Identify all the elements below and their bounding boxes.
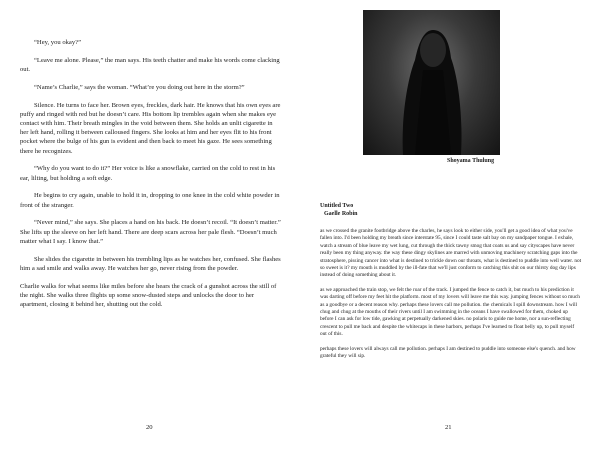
portrait-figure-image — [363, 10, 500, 155]
poem-stanza: perhaps these lovers will always call me pollution. perhaps I am destined to puddle into someone else's quench. and how grateful they will sip. — [320, 345, 576, 360]
story-paragraph: Silence. He turns to face her. Brown eyes, freckles, dark hair. He knows that his own eyes are puffy and ringed with red but he doesn’t care. His bottom lip trembles again when she makes eye contact with him. Their breath mingles in the void between them. She holds an unlit cigarette in her left hand, rolling it between calloused fingers. She looks at him and her eyes flit to his front pocket where the bulge of his gun is evident and then back to meet his gaze. He sees something there he recognizes. — [20, 101, 281, 155]
portrait-photo — [363, 10, 500, 155]
story-paragraph: “Hey, you okay?” — [34, 39, 81, 46]
story-paragraph: Charlie walks for what seems like miles before she hears the crack of a gunshot across the still of the night. She walks three flights up some snow-dusted steps and unlocks the door to her apartment, closing it behind her, shutting out the cold. — [20, 282, 277, 309]
right-page — [300, 0, 600, 450]
poem-title: Untitled Two — [320, 203, 354, 209]
photo-caption: Shoyama Thulung — [447, 158, 495, 164]
page-number-right: 21 — [445, 424, 452, 431]
poem-text — [320, 228, 582, 368]
poem-stanza: as we crossed the granite footbridge above the charles, he says look to either side, you'll get a good idea of what you've fallen into. I'd been holding my breath since interstate 95, since I could taste salt bay on my sandpaper tongue. I exhale, watch a stream of blue leave my wet lung, cut through the thick tawny smog that coats us and say cityscapes have never really been my thing anyway. the way these dingy skylines are marred with unmoving machinery scratching gaps into the stratosphere, pissing cancer into what is destined to trickle down our throats, what is destined to puddle into well water. not so sweet is it? my mouth is muddled by the ill-fate that we'll just conform to catching this shit on our thirsty dog day lips instead of doing something about it. — [320, 228, 582, 279]
story-paragraph: “Name’s Charlie,” says the woman. “What’re you doing out here in the storm?” — [34, 83, 245, 91]
poem-author: Gaelle Robin — [324, 211, 358, 217]
page-number-left: 20 — [146, 424, 153, 431]
story-text — [20, 38, 282, 318]
poem-stanza: as we approached the train stop, we felt the roar of the track. I jumped the fence to catch it, but much to his prediction it was darting off before my feet hit the platform. most of my lovers will leave me this way. jumping fences without so much as a goodbye or a decent reason why. perhaps these lovers call me pollution. the chemicals I spill downstream. how I will chug and chug at the mouths of their rivers until I am swimming in the oceans I have swallowed for them, choked up before I can ask for low tide, gawking at perpetually darkened skies. no polaris to guide me home, nor a sun-reflecting crescent to pull me back and despite the whitecaps in these harbors, perhaps I've learned to float belly up, to pull myself out of this. — [320, 286, 580, 338]
story-paragraph: “Why do you want to do it?” Her voice is like a snowflake, carried on the cold to rest in his ear, lilting, but holding a soft edge. — [20, 165, 276, 182]
story-paragraph: She slides the cigarette in between his trembling lips as he watches her, confused. She flashes him a sad smile and walks away. He watches her go, never rising from the powder. — [20, 255, 281, 272]
story-paragraph: “Leave me alone. Please,” the man says. His teeth chatter and make his words come clacking out. — [20, 56, 280, 73]
story-paragraph: “Never mind,” she says. She places a hand on his back. He doesn’t recoil. “It doesn’t matter.” She lifts up the sleeve on her left hand. There are deep scars across her pale flesh. “Doesn’t much matter what I say. I know that.” — [20, 219, 281, 245]
story-paragraph: He begins to cry again, unable to hold it in, dropping to one knee in the cold white powder in front of the stranger. — [20, 192, 280, 209]
